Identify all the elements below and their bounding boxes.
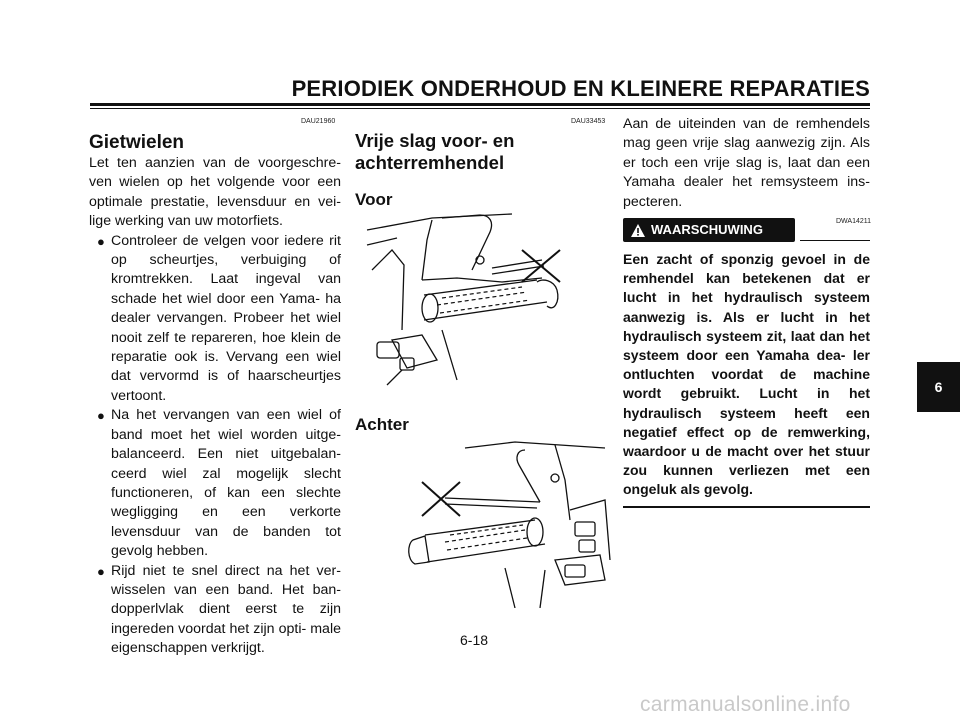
front-brake-lever-illustration	[362, 210, 580, 388]
bullet-icon: ●	[97, 233, 105, 249]
warning-text: Een zacht of sponzig gevoel in de remhendel kan betekenen dat er lucht in het hydraulisch systeem aanwezig is. Als er lucht in het hydraulisch systeem zit, laat dan het systeem door een Yamaha dea- ler ontluchten voordat de machine wordt gebruikt. Lucht in het hydraulisch systeem heeft een negatief effect op de remwerking, waardoor u de macht over het stuur zou kunnen verliezen met een ongeluk als gevolg.	[623, 251, 870, 498]
bullet-list	[89, 232, 341, 659]
watermark: carmanualsonline.info	[640, 693, 851, 716]
page-number: 6-18	[460, 632, 489, 648]
bullet-icon: ●	[97, 563, 105, 579]
free-play-paragraph: Aan de uiteinden van de remhendels mag geen vrije slag aanwezig zijn. Als er toch een vrije slag is, laat dan een Yamaha dealer het remsysteem ins- pecteren.	[623, 116, 870, 210]
warning-code: DWA14211	[836, 218, 872, 226]
section-code: DAU33453	[571, 118, 606, 125]
bullet-item: ● Controleer de velgen voor iedere rit op scheurtjes, verbuiging of kromtrekken. Laat ingeval van schade het wiel door een Yama- ha dealer vervangen. Probeer het wiel nooit zelf te repareren, hoe klein de reparatie ook is. Vervang een wiel dat vervormd is of haarscheurtjes vertoont.	[97, 232, 341, 404]
warning-badge: WAARSCHUWING	[623, 218, 795, 242]
section-code: DAU21960	[301, 118, 336, 125]
warning-end-rule	[623, 506, 870, 508]
bullet-item: ● Rijd niet te snel direct na het ver- wisselen van een band. Het ban- dopperlvlak dient eerst te zijn ingereden voordat het zijn opti- male eigenschappen verkrijgt.	[97, 562, 341, 657]
intro-paragraph: Let ten aanzien van de voorgeschre- ven wielen op het volgende voor een optimale prestatie, levensduur en vei- lige werking van uw motorfiets.	[89, 155, 341, 230]
running-header-title: PERIODIEK ONDERHOUD EN KLEINERE REPARATIES	[291, 76, 870, 101]
warning-triangle-icon	[631, 224, 645, 237]
front-label: Voor	[355, 190, 393, 209]
bullet-icon: ●	[97, 408, 105, 424]
header-rule-thin	[90, 108, 870, 109]
section-title: Vrije slag voor- en achterremhendel	[355, 130, 515, 173]
section-title: Gietwielen	[89, 132, 185, 153]
warning-rule	[800, 240, 870, 241]
header-rule	[90, 103, 870, 106]
section-free-play	[623, 115, 870, 508]
rear-brake-lever-illustration	[405, 440, 615, 608]
section-gietwielen	[89, 132, 341, 659]
rear-label: Achter	[355, 415, 409, 434]
bullet-item: ● Na het vervangen van een wiel of band moet het wiel worden uitge- balanceerd. Een niet uitgebalan- ceerd wiel zal mogelijk slecht functioneren, of kan een slechte wegligging en een verkorte levensduur van de banden tot gevolg hebben.	[97, 407, 341, 560]
warning-header	[623, 218, 870, 250]
chapter-tab: 6	[917, 362, 960, 412]
